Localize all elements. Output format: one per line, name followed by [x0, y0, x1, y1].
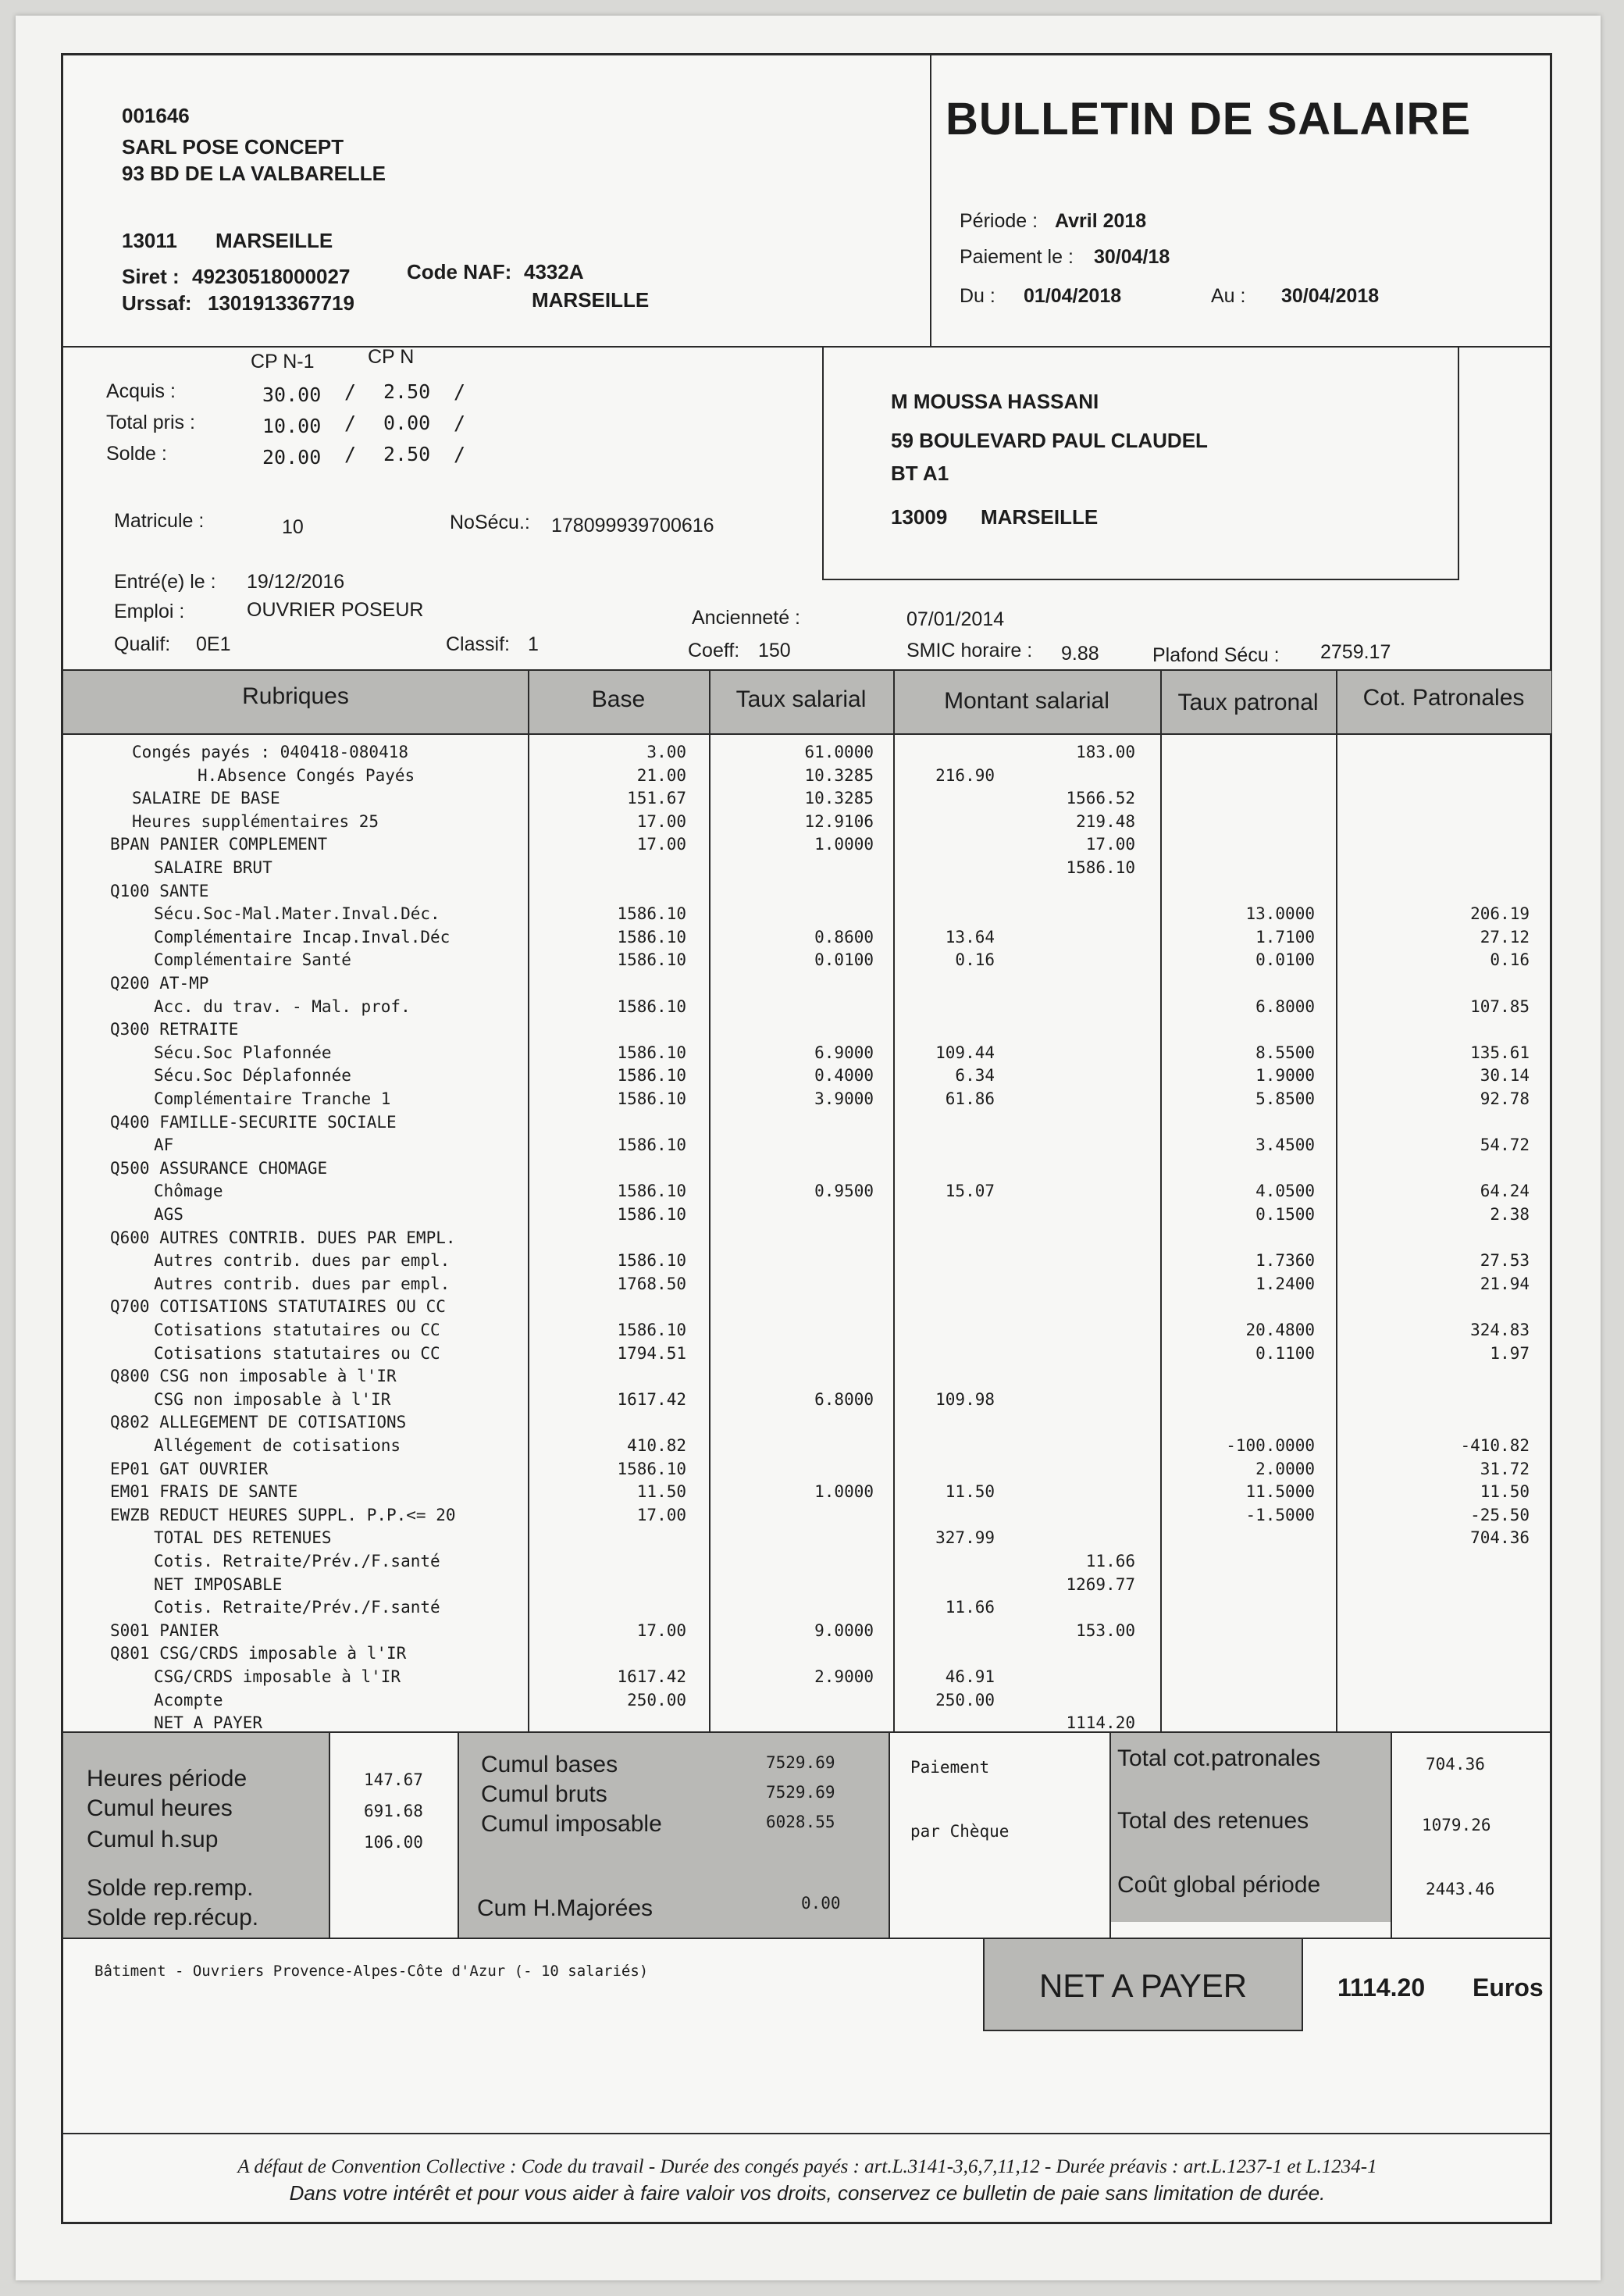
employee-address1: 59 BOULEVARD PAUL CLAUDEL: [891, 429, 1208, 452]
row-label: Complémentaire Santé: [154, 950, 351, 969]
row-label: Q801 CSG/CRDS imposable à l'IR: [110, 1644, 407, 1663]
nosecu-value: 178099939700616: [551, 515, 714, 537]
row-taux-pat: 4.0500: [1255, 1182, 1315, 1200]
row-base: 1617.42: [617, 1390, 686, 1409]
heures-periode-label: Heures période: [87, 1766, 248, 1792]
col-header-cot-patronales: Cot. Patronales: [1362, 685, 1525, 711]
row-taux-sal: 6.9000: [814, 1043, 874, 1062]
row-base: 1586.10: [617, 950, 686, 969]
row-taux-pat: 6.8000: [1255, 997, 1315, 1016]
row-mid: 1269.77: [1066, 1575, 1135, 1594]
total-retenues-label: Total des retenues: [1117, 1808, 1309, 1834]
row-label: Acc. du trav. - Mal. prof.: [154, 997, 411, 1016]
row-label: TOTAL DES RETENUES: [154, 1528, 332, 1547]
cum-hmaj-value: 0.00: [801, 1894, 841, 1913]
row-taux-sal: 6.8000: [814, 1390, 874, 1409]
row-label: Q200 AT-MP: [110, 974, 209, 993]
cumul-hsup-value: 106.00: [364, 1833, 423, 1852]
row-label: SALAIRE DE BASE: [132, 789, 280, 808]
row-label: Cotisations statutaires ou CC: [154, 1321, 440, 1339]
cumul-bases-value: 7529.69: [766, 1753, 835, 1772]
employee-city: MARSEILLE: [981, 505, 1099, 529]
row-cot-pat: 107.85: [1470, 997, 1530, 1016]
row-label: Cotis. Retraite/Prév./F.santé: [154, 1552, 440, 1570]
row-label: Heures supplémentaires 25: [132, 812, 379, 831]
row-taux-pat: 0.1100: [1255, 1344, 1315, 1363]
conges-solde-label: Solde :: [106, 443, 167, 465]
smic-value: 9.88: [1061, 643, 1099, 665]
row-taux-pat: 11.5000: [1245, 1482, 1315, 1501]
company-address: 93 BD DE LA VALBARELLE: [122, 162, 386, 185]
periode-value: Avril 2018: [1055, 210, 1147, 232]
row-base: 17.00: [636, 1621, 686, 1640]
row-mid: 1586.10: [1066, 858, 1135, 877]
row-gain: 109.44: [935, 1043, 995, 1062]
cumul-imposable-label: Cumul imposable: [481, 1811, 662, 1837]
emploi-value: OUVRIER POSEUR: [247, 599, 424, 621]
conges-solde-n1: 20.00: [262, 446, 322, 469]
company-postcode: 13011: [122, 229, 177, 252]
row-taux-pat: 1.7100: [1255, 928, 1315, 947]
row-mid: 11.66: [1085, 1552, 1135, 1570]
row-cot-pat: 2.38: [1490, 1205, 1530, 1224]
col-sep-1: [528, 669, 529, 1731]
paiement-mode-value: par Chèque: [910, 1822, 1010, 1841]
paper-sheet: [16, 16, 1601, 2280]
naf-value: 4332A: [524, 260, 584, 283]
row-taux-pat: 0.1500: [1255, 1205, 1315, 1224]
row-base: 1586.10: [617, 1066, 686, 1085]
paiement-value: 30/04/18: [1094, 246, 1170, 268]
row-label: EP01 GAT OUVRIER: [110, 1460, 269, 1478]
cumul-heures-label: Cumul heures: [87, 1795, 233, 1821]
cout-global-value: 2443.46: [1426, 1880, 1495, 1898]
row-label: Sécu.Soc Plafonnée: [154, 1043, 332, 1062]
row-label: Sécu.Soc-Mal.Mater.Inval.Déc.: [154, 904, 440, 923]
conges-acquis-label: Acquis :: [106, 380, 176, 402]
row-cot-pat: 27.12: [1480, 928, 1530, 947]
row-taux-pat: -100.0000: [1226, 1436, 1315, 1455]
col-sep-5: [1336, 669, 1337, 1731]
naf-label: Code NAF:: [407, 260, 512, 283]
company-city: MARSEILLE: [215, 229, 333, 252]
periode-label: Période :: [960, 210, 1038, 232]
row-label: Autres contrib. dues par empl.: [154, 1251, 451, 1270]
row-cot-pat: -410.82: [1460, 1436, 1530, 1455]
row-label: Acompte: [154, 1691, 223, 1710]
col-header-montant-salarial: Montant salarial: [944, 688, 1109, 714]
col-header-rubriques: Rubriques: [242, 683, 349, 709]
row-mid: 1566.52: [1066, 789, 1135, 808]
row-label: Cotis. Retraite/Prév./F.santé: [154, 1598, 440, 1617]
row-taux-sal: 3.9000: [814, 1089, 874, 1108]
cumul-bases-label: Cumul bases: [481, 1752, 618, 1777]
paiement-label: Paiement le :: [960, 246, 1074, 268]
row-label: Q300 RETRAITE: [110, 1020, 239, 1039]
row-cot-pat: 11.50: [1480, 1482, 1530, 1501]
entree-label: Entré(e) le :: [114, 571, 216, 593]
paiement-mode-label: Paiement: [910, 1758, 990, 1777]
row-label: Congés payés : 040418-080418: [132, 743, 409, 761]
row-label: Chômage: [154, 1182, 223, 1200]
row-label: Q700 COTISATIONS STATUTAIRES OU CC: [110, 1297, 446, 1316]
row-taux-sal: 0.4000: [814, 1066, 874, 1085]
row-taux-pat: 20.4800: [1245, 1321, 1315, 1339]
emploi-label: Emploi :: [114, 601, 185, 622]
row-mid: 153.00: [1076, 1621, 1135, 1640]
row-label: Autres contrib. dues par empl.: [154, 1275, 451, 1293]
row-label: Complémentaire Tranche 1: [154, 1089, 391, 1108]
row-cot-pat: 31.72: [1480, 1460, 1530, 1478]
row-base: 1768.50: [617, 1275, 686, 1293]
row-base: 1617.42: [617, 1667, 686, 1686]
row-label: Q500 ASSURANCE CHOMAGE: [110, 1159, 328, 1178]
row-base: 1586.10: [617, 997, 686, 1016]
row-taux-pat: 5.8500: [1255, 1089, 1315, 1108]
conges-pris-n1: 10.00: [262, 415, 322, 437]
row-taux-pat: 0.0100: [1255, 950, 1315, 969]
cumul-bruts-value: 7529.69: [766, 1783, 835, 1802]
au-label: Au :: [1211, 285, 1246, 307]
row-base: 1586.10: [617, 1251, 686, 1270]
siret-label: Siret :: [122, 265, 180, 288]
row-base: 1586.10: [617, 904, 686, 923]
row-gain: 0.16: [955, 950, 995, 969]
row-label: BPAN PANIER COMPLEMENT: [110, 835, 328, 854]
plafond-value: 2759.17: [1320, 641, 1391, 663]
cp-n-header: CP N: [368, 346, 415, 368]
row-taux-pat: 1.7360: [1255, 1251, 1315, 1270]
row-gain: 13.64: [945, 928, 995, 947]
row-base: 3.00: [646, 743, 686, 761]
legal-text-1: A défaut de Convention Collective : Code du travail - Durée des congés payés : art.L.3141-3,6,7,11,12 - Durée préavis : art.L.1237-1 et L.1234-1: [237, 2156, 1377, 2177]
solde-remp-label: Solde rep.remp.: [87, 1875, 254, 1901]
row-gain: 61.86: [945, 1089, 995, 1108]
employee-address2: BT A1: [891, 462, 949, 485]
row-label: NET A PAYER: [154, 1713, 263, 1732]
convention-text: Bâtiment - Ouvriers Provence-Alpes-Côte d'Azur (- 10 salariés): [94, 1963, 649, 1980]
total-cot-pat-label: Total cot.patronales: [1117, 1745, 1321, 1771]
solde-recup-label: Solde rep.récup.: [87, 1905, 259, 1931]
row-taux-sal: 2.9000: [814, 1667, 874, 1686]
row-base: 151.67: [627, 789, 686, 808]
urssaf-label: Urssaf:: [122, 291, 192, 315]
row-label: Complémentaire Incap.Inval.Déc: [154, 928, 451, 947]
row-label: Q600 AUTRES CONTRIB. DUES PAR EMPL.: [110, 1228, 456, 1247]
nosecu-label: NoSécu.:: [450, 512, 530, 533]
row-label: Allégement de cotisations: [154, 1436, 401, 1455]
row-base: 250.00: [627, 1691, 686, 1710]
row-taux-sal: 61.0000: [804, 743, 874, 761]
row-cot-pat: 27.53: [1480, 1251, 1530, 1270]
classif-label: Classif:: [446, 633, 510, 655]
conges-acquis-n: 2.50: [383, 380, 431, 403]
row-label: CSG/CRDS imposable à l'IR: [154, 1667, 401, 1686]
row-label: Q800 CSG non imposable à l'IR: [110, 1367, 397, 1385]
anciennete-value: 07/01/2014: [906, 608, 1005, 630]
row-cot-pat: 324.83: [1470, 1321, 1530, 1339]
au-value: 30/04/2018: [1281, 285, 1380, 307]
header-divider: [930, 55, 931, 346]
conges-solde-n: 2.50: [383, 443, 431, 465]
row-cot-pat: 704.36: [1470, 1528, 1530, 1547]
row-label: AF: [154, 1136, 174, 1154]
urssaf-value: 1301913367719: [208, 291, 354, 315]
row-taux-sal: 10.3285: [804, 789, 874, 808]
row-gain: 216.90: [935, 766, 995, 785]
row-taux-sal: 1.0000: [814, 1482, 874, 1501]
conges-pris-label: Total pris :: [106, 412, 195, 433]
row-taux-sal: 0.0100: [814, 950, 874, 969]
legal-text-2: Dans votre intérêt et pour vous aider à faire valoir vos droits, conservez ce bulletin de paie sans limitation de durée.: [289, 2181, 1326, 2205]
coeff-label: Coeff:: [688, 640, 740, 661]
row-base: 17.00: [636, 835, 686, 854]
row-base: 410.82: [627, 1436, 686, 1455]
col-header-taux-salarial: Taux salarial: [735, 686, 867, 712]
row-gain: 11.66: [945, 1598, 995, 1617]
employee-postcode: 13009: [891, 505, 948, 529]
conges-acquis-n1: 30.00: [262, 383, 322, 406]
row-taux-sal: 0.9500: [814, 1182, 874, 1200]
qualif-label: Qualif:: [114, 633, 171, 655]
row-taux-pat: 2.0000: [1255, 1460, 1315, 1478]
row-label: CSG non imposable à l'IR: [154, 1390, 391, 1409]
row-taux-sal: 10.3285: [804, 766, 874, 785]
row-gain: 6.34: [955, 1066, 995, 1085]
row-taux-pat: 13.0000: [1245, 904, 1315, 923]
row-taux-sal: 12.9106: [804, 812, 874, 831]
row-cot-pat: 30.14: [1480, 1066, 1530, 1085]
net-a-payer-currency: Euros: [1473, 1973, 1544, 2002]
col-sep-4: [1160, 669, 1162, 1731]
row-taux-pat: 1.2400: [1255, 1275, 1315, 1293]
company-name: SARL POSE CONCEPT: [122, 135, 344, 159]
row-cot-pat: 1.97: [1490, 1344, 1530, 1363]
row-base: 1586.10: [617, 1136, 686, 1154]
col-header-base: Base: [591, 686, 646, 712]
col-header-taux-patronal: Taux patronal: [1177, 690, 1319, 715]
row-mid: 183.00: [1076, 743, 1135, 761]
row-base: 1586.10: [617, 1182, 686, 1200]
row-mid: 17.00: [1085, 835, 1135, 854]
row-cot-pat: 206.19: [1470, 904, 1530, 923]
row-label: EM01 FRAIS DE SANTE: [110, 1482, 298, 1501]
row-taux-sal: 9.0000: [814, 1621, 874, 1640]
row-label: Q100 SANTE: [110, 882, 209, 900]
row-base: 1586.10: [617, 1460, 686, 1478]
row-label: SALAIRE BRUT: [154, 858, 272, 877]
du-value: 01/04/2018: [1024, 285, 1122, 307]
row-label: Cotisations statutaires ou CC: [154, 1344, 440, 1363]
du-label: Du :: [960, 285, 995, 307]
coeff-value: 150: [758, 640, 791, 661]
row-base: 1586.10: [617, 1205, 686, 1224]
cumul-bruts-label: Cumul bruts: [481, 1781, 607, 1807]
net-a-payer-label: NET A PAYER: [1038, 1967, 1248, 2004]
row-gain: 327.99: [935, 1528, 995, 1547]
anciennete-label: Ancienneté :: [692, 607, 800, 629]
total-cot-pat-value: 704.36: [1426, 1755, 1485, 1774]
col-sep-3: [893, 669, 895, 1731]
row-base: 1794.51: [617, 1344, 686, 1363]
row-base: 11.50: [636, 1482, 686, 1501]
matricule-value: 10: [282, 516, 304, 538]
siret-value: 49230518000027: [192, 265, 351, 288]
qualif-value: 0E1: [196, 633, 231, 655]
document-title: BULLETIN DE SALAIRE: [946, 94, 1472, 144]
row-gain: 15.07: [945, 1182, 995, 1200]
total-retenues-value: 1079.26: [1422, 1816, 1491, 1834]
net-a-payer-value: 1114.20: [1337, 1973, 1426, 2002]
row-cot-pat: -25.50: [1470, 1506, 1530, 1524]
row-label: H.Absence Congés Payés: [198, 766, 415, 785]
cumul-hsup-label: Cumul h.sup: [87, 1827, 219, 1852]
row-taux-pat: -1.5000: [1245, 1506, 1315, 1524]
row-base: 1586.10: [617, 1043, 686, 1062]
row-gain: 250.00: [935, 1691, 995, 1710]
row-label: NET IMPOSABLE: [154, 1575, 283, 1594]
row-mid: 219.48: [1076, 812, 1135, 831]
row-base: 1586.10: [617, 1321, 686, 1339]
row-mid: 1114.20: [1066, 1713, 1135, 1732]
row-gain: 11.50: [945, 1482, 995, 1501]
company-code: 001646: [122, 104, 190, 127]
naf-city: MARSEILLE: [532, 288, 650, 312]
entree-value: 19/12/2016: [247, 571, 345, 593]
row-gain: 46.91: [945, 1667, 995, 1686]
row-cot-pat: 0.16: [1490, 950, 1530, 969]
cp-n1-header: CP N-1: [251, 351, 315, 373]
row-taux-sal: 1.0000: [814, 835, 874, 854]
row-label: S001 PANIER: [110, 1621, 219, 1640]
col-sep-2: [709, 669, 710, 1731]
cout-global-label: Coût global période: [1117, 1872, 1321, 1898]
row-cot-pat: 64.24: [1480, 1182, 1530, 1200]
row-base: 1586.10: [617, 1089, 686, 1108]
row-base: 17.00: [636, 812, 686, 831]
row-taux-sal: 0.8600: [814, 928, 874, 947]
heures-periode-value: 147.67: [364, 1770, 423, 1789]
row-base: 1586.10: [617, 928, 686, 947]
row-label: EWZB REDUCT HEURES SUPPL. P.P.<= 20: [110, 1506, 456, 1524]
cumul-heures-value: 691.68: [364, 1802, 423, 1820]
row-label: Sécu.Soc Déplafonnée: [154, 1066, 351, 1085]
row-base: 21.00: [636, 766, 686, 785]
conges-pris-n: 0.00: [383, 412, 431, 434]
row-base: 17.00: [636, 1506, 686, 1524]
row-label: Q802 ALLEGEMENT DE COTISATIONS: [110, 1413, 407, 1431]
matricule-label: Matricule :: [114, 510, 205, 532]
row-taux-pat: 1.9000: [1255, 1066, 1315, 1085]
row-label: Q400 FAMILLE-SECURITE SOCIALE: [110, 1113, 397, 1132]
classif-value: 1: [528, 633, 539, 655]
row-cot-pat: 92.78: [1480, 1089, 1530, 1108]
row-cot-pat: 54.72: [1480, 1136, 1530, 1154]
row-cot-pat: 135.61: [1470, 1043, 1530, 1062]
row-label: AGS: [154, 1205, 183, 1224]
plafond-label: Plafond Sécu :: [1152, 644, 1280, 666]
row-taux-pat: 8.5500: [1255, 1043, 1315, 1062]
row-taux-pat: 3.4500: [1255, 1136, 1315, 1154]
cum-hmaj-label: Cum H.Majorées: [477, 1895, 654, 1921]
row-cot-pat: 21.94: [1480, 1275, 1530, 1293]
payslip-frame: 001646 SARL POSE CONCEPT 93 BD DE LA VALBARELLE 13011 MARSEILLE Siret : 49230518000027 Urssaf: 1301913367719 Code NAF: 4332A MARSEILLE BULLETIN DE SALAIRE Période : Avril 2018 Paiement le : 30/04/18 Du : 01/04/2018 Au : 30/04/2018 CP N-1 CP N Acquis : 30.00 / 2.50 / Total pris : 10.00 / 0.00 / Solde : 20.00 / 2.50 / M MOUSSA HASSANI 59 BOULEVARD PAUL CLAUDEL BT A1 13009 MARSEILLE Matricule : 10 NoSécu.: 178099939700616 Entré(e) le : 19/12/2016 Emploi : OUVRIER POSEUR Qualif: 0E1 Classif: 1 Ancienneté : 07/01/2014 Coeff: 150 SMIC horaire : 9.88 Plafond Sécu : 2759.17 Rubriques Base Taux salarial Montant salarial Taux patronal Cot. Patronales Congés payés : 040418-080418 3.00 61.0000 183.00 H.Absence Congés Payés 21.00 10.3285 216.90 SALAIRE DE BASE 151.67 10.3285 1566.52 Heures supplémentaires 25 17.00 12.9106 219.48 BPAN PANIER COMPLEMENT 17.00 1.0000 17.00 SALAIRE BRUT 1586.10 Q100 SANTE Sécu.Soc-Mal.Mater.Inval.Déc. 1586.10 13.0000 206.19 Complémentaire Incap.Inval.Déc 1586.10 0.8600 13.64 1.7100 27.12 Complémentaire Santé 1586.10 0.0100 0.16 0.0100 0.16 Q200 AT-MP Acc. du trav. - Mal. prof. 1586.10 6.8000 107.85 Q300 RETRAITE Sécu.Soc Plafonnée 1586.10 6.9000 109.44 8.5500 135.61 Sécu.Soc Déplafonnée 1586.10 0.4000 6.34 1.9000 30.14 Complémentaire Tranche 1 1586.10 3.9000 61.86 5.8500 92.78 Q400 FAMILLE-SECURITE SOCIALE AF 1586.10 3.4500 54.72 Q500 ASSURANCE CHOMAGE Chômage 1586.10 0.9500 15.07 4.0500 64.24 AGS 1586.10 0.1500 2.38 Q600 AUTRES CONTRIB. DUES PAR EMPL. Autres contrib. dues par empl. 1586.10 1.7360 27.53 Autres contrib. dues par empl. 1768.50 1.2400 21.94 Q700 COTISATIONS STATUTAIRES OU CC Cotisations statutaires ou CC 1586.10 20.4800 324.83 Cotisations statutaires ou CC 1794.51 0.1100 1.97 Q800 CSG non imposable à l'IR CSG non imposable à l'IR 1617.42 6.8000 109.98 Q802 ALLEGEMENT DE COTISATIONS Allégement de cotisations 410.82 -100.0000 -410.82 EP01 GAT OUVRIER 1586.10 2.0000 31.72 EM01 FRAIS DE SANTE 11.50 1.0000 11.50 11.5000 11.50 EWZB REDUCT HEURES SUPPL. P.P.<= 20 17.00 -1.5000 -25.50 TOTAL DES RETENUES 327.99 704.36 Cotis. Retraite/Prév./F.santé 11.66 NET IMPOSABLE 1269.77 Cotis. Retraite/Prév./F.santé 11.66 S001 PANIER 17.00 9.0000 153.00 Q801 CSG/CRDS imposable à l'IR CSG/CRDS imposable à l'IR 1617.42 2.9000 46.91 Acompte 250.00 250.00 NET A PAYER 1114.20 Heures période 147.67 Cumul heures 691.68 Cumul h.sup 106.00 Solde rep.remp. Solde rep.récup. Cumul bases 7529.69 Cumul bruts 7529.69 Cumul imposable 6028.55 Cum H.Majorées 0.00 Paiement par Chèque Total cot.patronales 704.36 Total des retenues 1079.26 Coût global période 2443.46 Bâtiment - Ouvriers Provence-Alpes-Côte d'Azur (- 10 salariés) NET A PAYER 1114.20 Euros A défaut de Convention Collective : Code du travail - Durée des congés payés : art.L.3141-3,6,7,11,12 - Durée préavis : art.L.1237-1 et L.1234-1 Dans votre intérêt et pour vous aider à faire valoir vos droits, conservez ce bulletin de paie sans limitation de durée.: [61, 53, 1552, 2224]
row-gain: 109.98: [935, 1390, 995, 1409]
employee-name: M MOUSSA HASSANI: [891, 390, 1099, 413]
smic-label: SMIC horaire :: [906, 640, 1033, 661]
cumul-imposable-value: 6028.55: [766, 1813, 835, 1831]
